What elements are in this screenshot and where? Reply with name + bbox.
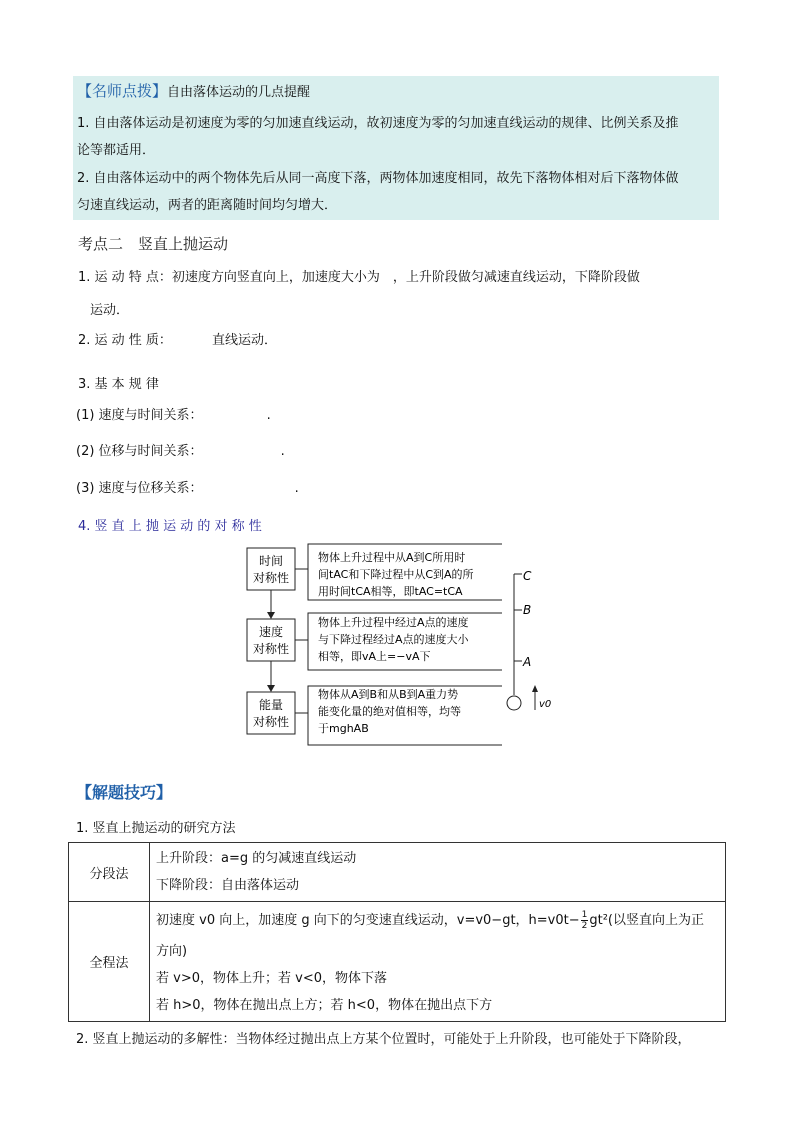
method1-name: 分段法: [69, 843, 150, 902]
tip-title: 自由落体运动的几点提醒: [167, 85, 311, 100]
law2-label: (2) 位移与时间关系：: [76, 444, 203, 459]
method2-line1b: gt²(以竖直向上为正: [589, 913, 704, 928]
label-c: C: [523, 569, 532, 583]
law1: [76, 404, 271, 423]
item1-line1: 1. 运 动 特 点：初速度方向竖直向上，加速度大小为 ，上升阶段做匀减速直线运动，下降阶段做: [78, 270, 640, 285]
method2-name: 全程法: [69, 902, 150, 1022]
law2: [76, 440, 285, 459]
text3-l3: 于mghAB: [318, 722, 369, 735]
label-a: A: [523, 655, 532, 669]
label-b: B: [523, 603, 532, 617]
method1-desc: [150, 843, 726, 902]
tip-title-line: [77, 80, 310, 101]
item1-line2: 运动．: [90, 303, 130, 318]
text2-l1: 物体上升过程中经过A点的速度: [318, 616, 469, 629]
law3: [76, 477, 299, 496]
law3-end: .: [294, 481, 299, 496]
law1-label: (1) 速度与时间关系：: [76, 408, 203, 423]
box2-l2: 对称性: [252, 642, 290, 656]
table-row: [69, 902, 726, 1022]
tip-box: [73, 76, 719, 220]
item2: [78, 329, 277, 348]
ball-icon: [507, 696, 521, 710]
tips-item1: 1. 竖直上抛运动的研究方法: [76, 821, 236, 836]
tip-p2-line1: 2. 自由落体运动中的两个物体先后从同一高度下落，两物体加速度相同，故先下落物体相对后下落物体做: [77, 171, 679, 186]
section-heading: 考点二 竖直上抛运动: [78, 235, 229, 253]
law3-label: (3) 速度与位移关系：: [76, 481, 203, 496]
method2-line3: 若 v>0，物体上升；若 v<0，物体下落: [156, 971, 387, 986]
tip-p1-line1: 1. 自由落体运动是初速度为零的匀加速直线运动，故初速度为零的匀加速直线运动的规律、比例关系及推: [77, 116, 679, 131]
text1-l2: 间tAC和下降过程中从C到A的所: [318, 568, 474, 581]
tip-p1-line2: 论等都适用．: [77, 143, 156, 158]
item3: 3. 基 本 规 律: [78, 377, 159, 392]
law1-end: .: [266, 408, 271, 423]
text2-l2: 与下降过程经过A点的速度大小: [318, 633, 469, 646]
frac-den: 2: [581, 921, 588, 931]
item2-label: 2. 运 动 性 质：: [78, 333, 172, 348]
box1-l2: 对称性: [252, 571, 290, 585]
arrow-2-head: [267, 685, 275, 692]
text1-l1: 物体上升过程中从A到C所用时: [318, 551, 466, 564]
text2-l3: 相等，即vA上=−vA下: [318, 650, 431, 663]
item2-value: 直线运动．: [211, 333, 277, 348]
tips-item2: 2. 竖直上抛运动的多解性：当物体经过抛出点上方某个位置时，可能处于上升阶段，也可能处于下降阶段，: [76, 1032, 691, 1047]
symmetry-diagram: [240, 540, 560, 750]
frac-num: 1: [581, 910, 588, 920]
box2-l1: 速度: [258, 625, 284, 639]
method2-line1: [156, 904, 719, 938]
arrow-1-head: [267, 612, 275, 619]
half-fraction: [581, 910, 589, 931]
text3-l1: 物体从A到B和从B到A重力势: [318, 688, 459, 701]
box1-l1: 时间: [258, 554, 284, 568]
v0-arrow-head: [532, 685, 538, 692]
tip-tag: 【名师点拨】: [77, 82, 168, 100]
method2-line4: 若 h>0，物体在抛出点上方；若 h<0，物体在抛出点下方: [156, 998, 493, 1013]
method1-line2: 下降阶段：自由落体运动: [156, 878, 300, 893]
tip-p2-line2: 匀速直线运动，两者的距离随时间均匀增大．: [77, 198, 338, 213]
tips-heading: 【解题技巧】: [76, 783, 173, 802]
law2-end: .: [280, 444, 285, 459]
table-row: [69, 843, 726, 902]
method2-line1a: 初速度 v0 向上，加速度 g 向下的匀变速直线运动，v=v0−gt，h=v0t−: [156, 913, 580, 928]
method1-line1: 上升阶段：a=g 的匀减速直线运动: [156, 851, 357, 866]
method2-line2: 方向): [156, 944, 188, 959]
methods-table: [68, 842, 726, 1022]
method2-desc: [150, 902, 726, 1022]
item4: 4. 竖 直 上 抛 运 动 的 对 称 性: [78, 519, 262, 534]
v0-label: v0: [539, 699, 552, 710]
box3-l1: 能量: [258, 698, 284, 712]
text1-l3: 用时间tCA相等，即tAC=tCA: [318, 585, 463, 598]
box3-l2: 对称性: [252, 715, 290, 729]
text3-l2: 能变化量的绝对值相等，均等: [318, 705, 461, 718]
